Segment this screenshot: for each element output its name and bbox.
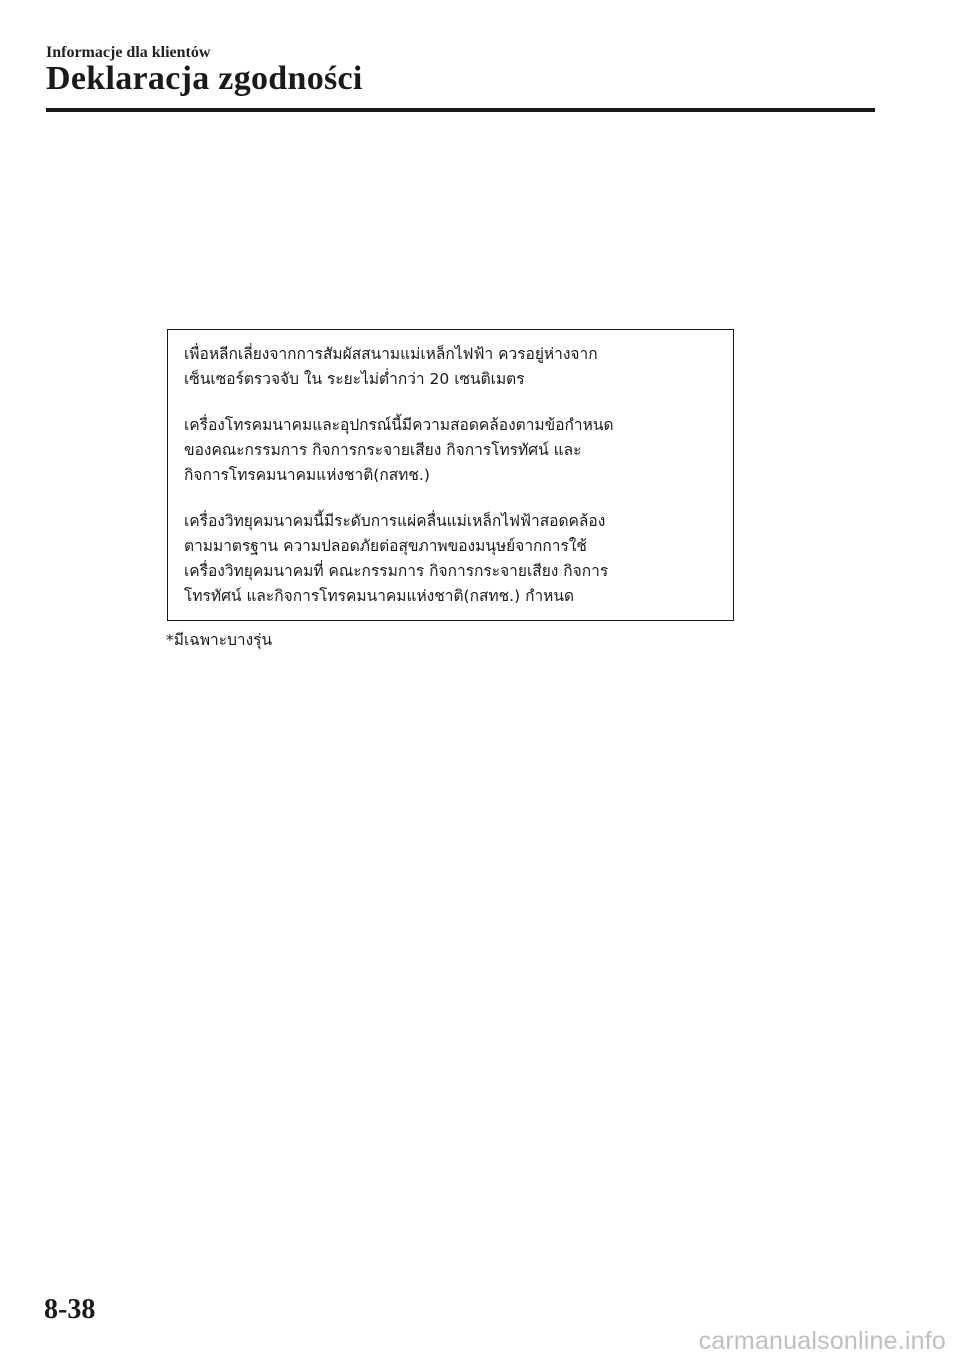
notice-paragraph xyxy=(184,509,721,609)
notice-line: เพื่อหลีกเลี่ยงจากการสัมผัสสนามแม่เหล็กไฟฟ้า ควรอยู่ห่างจาก xyxy=(184,345,598,363)
notice-box xyxy=(167,329,734,621)
title-rule xyxy=(46,108,875,112)
notice-line: ของคณะกรรมการ กิจการกระจายเสียง กิจการโทรทัศน์ และ xyxy=(184,441,582,459)
notice-line: กิจการโทรคมนาคมแห่งชาติ(กสทช.) xyxy=(184,466,430,484)
section-label: Informacje dla klientów xyxy=(46,44,211,61)
watermark: carmanualsonline.info xyxy=(698,1327,946,1355)
page-number: 8-38 xyxy=(44,1294,96,1325)
notice-line: โทรทัศน์ และกิจการโทรคมนาคมแห่งชาติ(กสทช.) กำหนด xyxy=(184,587,575,605)
notice-line: เครื่องวิทยุคมนาคมนี้มีระดับการแผ่คลื่นแม่เหล็กไฟฟ้าสอดคล้อง xyxy=(184,512,606,530)
notice-paragraph xyxy=(184,413,721,488)
notice-line: เซ็นเซอร์ตรวจจับ ใน ระยะไม่ต่ำกว่า 20 เซนติเมตร xyxy=(184,370,525,388)
notice-line: เครื่องวิทยุคมนาคมที่ คณะกรรมการ กิจการกระจายเสียง กิจการ xyxy=(184,562,609,580)
notice-line: ตามมาตรฐาน ความปลอดภัยต่อสุขภาพของมนุษย์จากการใช้ xyxy=(184,537,587,555)
notice-paragraph xyxy=(184,342,721,392)
page-title: Deklaracja zgodności xyxy=(46,60,363,97)
notice-line: เครื่องโทรคมนาคมและอุปกรณ์นี้มีความสอดคล้องตามข้อกำหนด xyxy=(184,416,614,434)
footnote: *มีเฉพาะบางรุ่น xyxy=(166,631,273,649)
